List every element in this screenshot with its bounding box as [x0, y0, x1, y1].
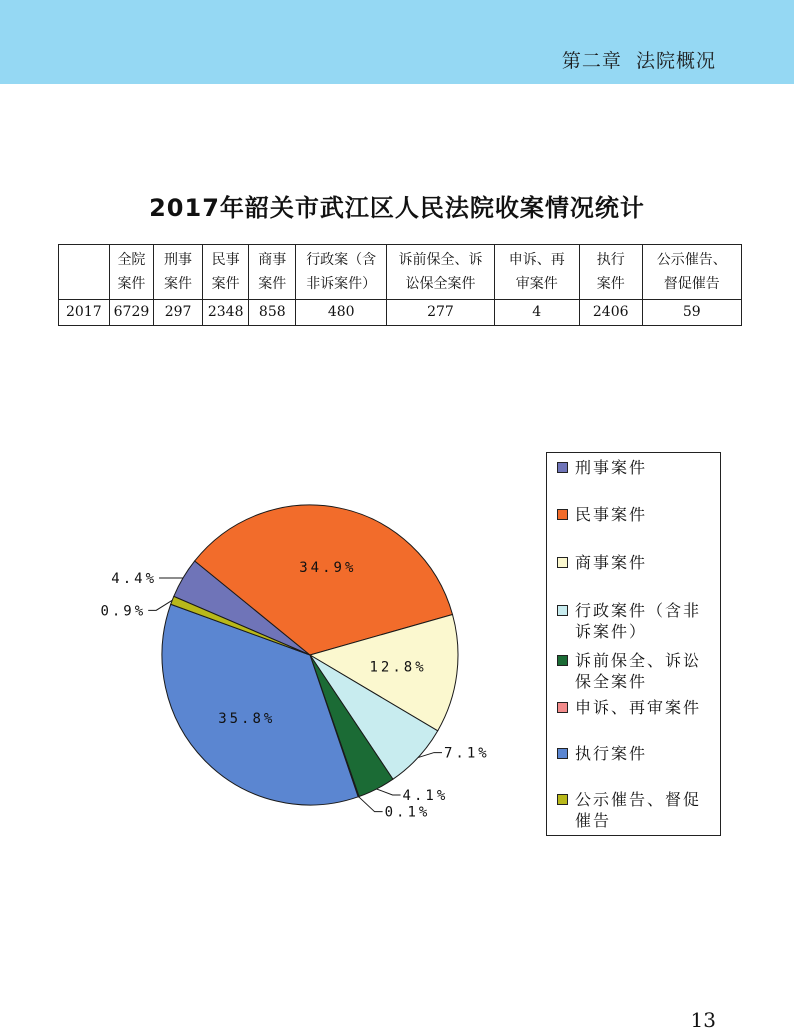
legend-item	[557, 650, 718, 692]
legend-label: 刑事案件	[575, 458, 648, 477]
slice-label: 4.4%	[111, 570, 158, 587]
header-cell: 公示催告、 督促催告	[642, 245, 741, 300]
table-cell: 297	[154, 300, 203, 326]
legend-label: 公示催告、督促 催告	[575, 790, 702, 830]
table-cell: 2406	[579, 300, 642, 326]
slice-label: 4.1%	[402, 787, 449, 804]
table-cell: 4	[494, 300, 579, 326]
slice-label: 0.9%	[100, 603, 147, 620]
table-cell: 858	[249, 300, 296, 326]
legend-swatch	[557, 655, 568, 666]
header-cell: 民事 案件	[202, 245, 249, 300]
table-cell: 2348	[202, 300, 249, 326]
legend-swatch	[557, 794, 568, 805]
legend-label: 民事案件	[575, 505, 648, 524]
legend-label: 执行案件	[575, 744, 648, 763]
legend-swatch	[557, 748, 568, 759]
header-cell: 诉前保全、诉 讼保全案件	[387, 245, 494, 300]
header-cell: 全院 案件	[109, 245, 154, 300]
header-cell: 执行 案件	[579, 245, 642, 300]
leader-line	[148, 600, 172, 610]
leader-line	[359, 797, 383, 812]
legend-item	[557, 743, 718, 764]
legend-item	[557, 600, 718, 642]
legend-label: 商事案件	[575, 553, 648, 572]
legend-swatch	[557, 702, 568, 713]
statistics-table	[58, 244, 742, 326]
slice-label: 35.8%	[218, 711, 276, 728]
header-cell: 行政案（含 非诉案件）	[296, 245, 387, 300]
legend-swatch	[557, 509, 568, 520]
table-cell: 6729	[109, 300, 154, 326]
legend-swatch	[557, 605, 568, 616]
legend-swatch	[557, 557, 568, 568]
header-cell: 商事 案件	[249, 245, 296, 300]
table-row	[59, 300, 742, 326]
legend-label: 诉前保全、诉讼 保全案件	[575, 651, 702, 691]
slice-label: 12.8%	[369, 659, 427, 676]
chart-legend	[546, 452, 721, 836]
legend-item	[557, 552, 718, 573]
legend-label: 行政案件（含非 诉案件）	[575, 601, 702, 641]
header-cell: 刑事 案件	[154, 245, 203, 300]
slice-label: 34.9%	[299, 559, 357, 576]
slice-label: 0.1%	[384, 804, 431, 821]
page-number: 13	[690, 1008, 716, 1032]
table-cell: 2017	[59, 300, 110, 326]
table-cell: 59	[642, 300, 741, 326]
legend-label: 申诉、再审案件	[575, 698, 702, 717]
header-cell: 申诉、再 审案件	[494, 245, 579, 300]
header-cell	[59, 245, 110, 300]
table-cell: 480	[296, 300, 387, 326]
table-cell: 277	[387, 300, 494, 326]
page-title: 2017年韶关市武江区人民法院收案情况统计	[149, 194, 645, 222]
chapter-title: 第二章 法院概况	[561, 50, 716, 72]
legend-item	[557, 457, 718, 478]
legend-item	[557, 697, 718, 718]
slice-label: 7.1%	[443, 745, 490, 762]
legend-swatch	[557, 462, 568, 473]
leader-line	[377, 789, 401, 795]
table-header-row	[59, 245, 742, 300]
legend-item	[557, 789, 718, 831]
legend-item	[557, 504, 718, 525]
